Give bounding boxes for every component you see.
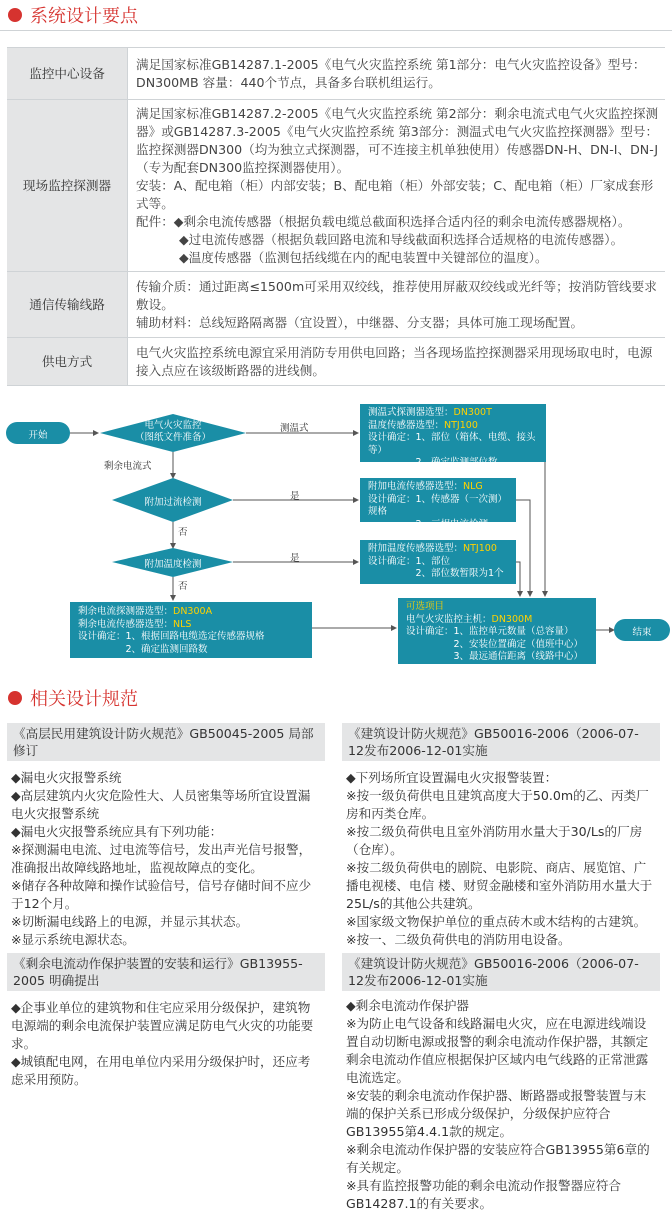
divider [0,30,672,31]
row-key: 现场监控探测器 [7,100,128,272]
section-title: 系统设计要点 [30,6,138,27]
standard-block: 《剩余电流动作保护装置的安装和运行》GB13955-2005 明确提出 ◆企事业单位的建筑物和住宅应采用分级保护，建筑物电源端的剩余电流保护装置应满足防电气火灾的功能要求。 ◆城镇配电网，在用电单位内采用分级保护时，还应考虑采用预防。 [7,953,325,1089]
section-header-design-points [0,0,138,30]
section-header-related-standards [0,683,138,713]
row-key: 监控中心设备 [7,48,128,100]
branch-label: 剩余电流式 [104,461,152,472]
branch-label: 否 [178,581,188,592]
flow-box: 剩余电流探测器选型：DN300A 剩余电流传感器选型：NLS 设计确定：1、根据回路电缆选定传感器规格 2、确定监测回路数 [70,602,312,658]
standard-block: 《高层民用建筑设计防火规范》GB50045-2005 局部修订 ◆漏电火灾报警系统 ◆高层建筑内火灾危险性大、人员密集等场所宜设置漏电火灾报警系统 ◆漏电火灾报警系统应具有下列功能： ※探测漏电电流、过电流等信号，发出声光信号报警，准确报出故障线路地址，监视故障点的变化。 ※储存各种故障和操作试验信号，信号存储时间不应少于12个月。 ※切断漏电线路上的电源，并显示其状态。 ※显示系统电源状态。 [7,723,325,949]
standard-block: 《建筑设计防火规范》GB50016-2006（2006-07-12发布2006-12-01实施 ◆剩余电流动作保护器 ※为防止电气设备和线路漏电火灾，应在电源进线端设置自动切断电源或报警的剩余电流动作保护器，其额定剩余电流动作值应根据保护区域内电气线路的正常泄露电流选定。 ※安装的剩余电流动作保护器、断路器或报警装置与末端的保护关系已形成分级保护，分级保护应符合GB13955第4.4.1款的规定。 ※剩余电流动作保护器的安装应符合GB13955第6章的有关规定。 ※具有监控报警功能的剩余电流动作报警器应符合GB14287.1的有关要求。 [342,953,660,1213]
flow-box: 可选项目 电气火灾监控主机：DN300M 设计确定：1、监控单元数量（总容量） 2、安装位置确定（值班中心） 3、最远通信距离（线路中心） [398,598,596,664]
table-row [7,100,665,272]
table-row [7,48,665,100]
table-row [7,338,665,386]
flow-box: 测温式探测器选型：DN300T 温度传感器选型：NTJ100 设计确定：1、部位（箱体、电缆、接头等） 2、确定监测部位数 [360,404,546,462]
bullet-dot-icon [8,8,22,22]
bullet-dot-icon [8,691,22,705]
row-key: 通信传输线路 [7,272,128,338]
branch-label: 否 [178,527,188,538]
decision-label: 电气火灾监控 （图纸文件准备） [134,420,211,443]
branch-label: 是 [290,491,300,502]
standard-block: 《建筑设计防火规范》GB50016-2006（2006-07-12发布2006-12-01实施 ◆下列场所宜设置漏电火灾报警装置： ※按一级负荷供电且建筑高度大于50.0m的乙、丙类厂房和丙类仓库。 ※按二级负荷供电且室外消防用水量大于30/Ls的厂房（仓库）。 ※按二级负荷供电的剧院、电影院、商店、展览馆、广播电视楼、电信 楼、财贸金融楼和室外消防用水量大于25L/s的其他公共建筑。 ※国家级文物保护单位的重点砖木或木结构的古建筑。 ※按一、二级负荷供电的消防用电设备。 [342,723,660,949]
row-value: 电气火灾监控系统电源宜采用消防专用供电回路；当各现场监控探测器采用现场取电时，电源接入点应在该级断路器的进线侧。 [128,338,666,386]
section-title: 相关设计规范 [30,689,138,710]
branch-label: 测温式 [280,423,309,434]
flow-box: 附加电流传感器选型：NLG 设计确定：1、传感器（一次测）规格 2、三相电流检测 [360,478,516,522]
row-value: 满足国家标准GB14287.2-2005《电气火灾监控系统 第2部分：剩余电流式电气火灾监控探测器》或GB14287.3-2005《电气火灾监控系统 第3部分：测温式电气火灾监控探测器》型号：监控探测器DN300（均为独立式探测器，可不连接主机单独使用）传感器DN-H、DN-I、DN-J（专为配套DN300监控探测器使用）。 安装：A、配电箱（柜）内部安装；B、配电箱（柜）外部安装；C、配电箱（柜）厂家成套形式等。 配件：◆剩余电流传感器（根据负载电缆总截面积选择合适内径的剩余电流传感器规格）。 ◆过电流传感器（根据负载回路电流和导线截面积选择合适规格的电流传感器）。 ◆温度传感器（监测包括线缆在内的配电装置中关键部位的温度）。 [128,100,666,272]
table-row [7,272,665,338]
row-value: 传输介质：通过距离≤1500m可采用双绞线，推荐使用屏蔽双绞线或光纤等；按消防管线要求敷设。 辅助材料：总线短路隔离器（宜设置），中继器、分支器；具体可施工现场配置。 [128,272,666,338]
end-label: 结束 [632,627,652,638]
start-label: 开始 [28,430,48,441]
flow-box: 附加温度传感器选型：NTJ100 设计确定：1、部位 2、部位数暂限为1个 [360,540,516,584]
decision-label: 附加温度检测 [144,559,202,570]
branch-label: 是 [290,553,300,564]
flowchart [0,400,672,670]
row-value: 满足国家标准GB14287.1-2005《电气火灾监控系统 第1部分：电气火灾监控设备》型号：DN300MB 容量：440个节点，具备多台联机组运行。 [128,48,666,100]
row-key: 供电方式 [7,338,128,386]
spec-table [7,47,665,386]
decision-label: 附加过流检测 [144,497,202,508]
